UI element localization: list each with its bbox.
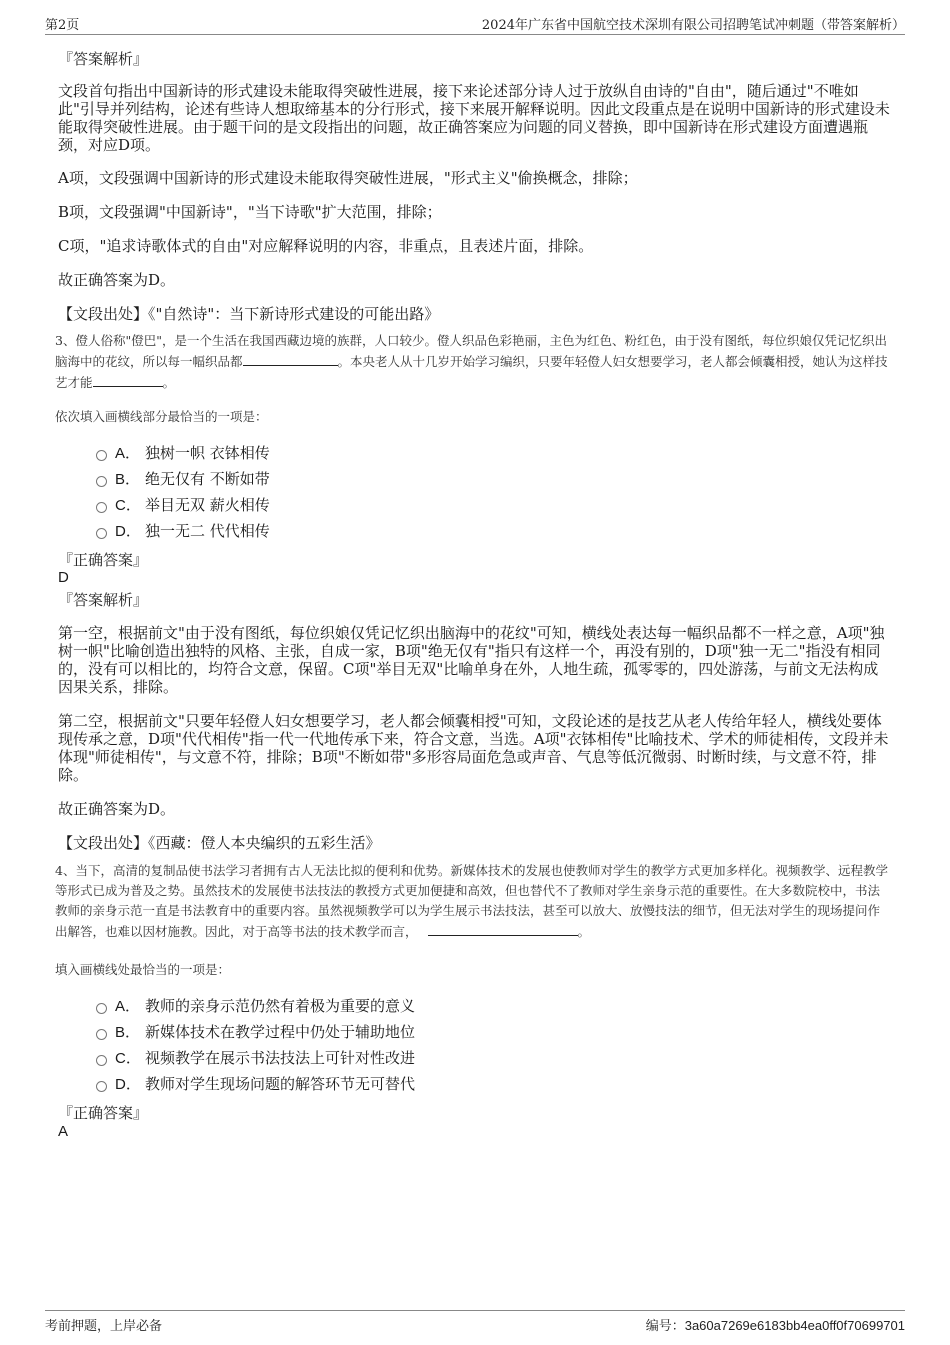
option-text: 独树一帜 衣钵相传 (145, 444, 270, 462)
option-key: D． (115, 523, 141, 540)
option-key: D． (115, 1076, 141, 1093)
option-text: 举目无双 薪火相传 (145, 496, 270, 514)
q3-analysis-p1: 第一空，根据前文"由于没有图纸，每位织娘仅凭记忆织出脑海中的花纹"可知，横线处表达每一幅织品都不一样之意，A项"独树一帜"比喻创造出独特的风格、主张，自成一家，B项"绝无仅有"指只有这样一个，再没有别的，D项"独一无二"指没有相同的，没有可以相比的，均符合文意，保留。C项"举目无双"比喻单身在外，人地生疏，孤零零的，四处游荡，与前文无法构成因果关系，排除。 (58, 624, 885, 696)
q2-analysis-p5: 故正确答案为D。 (58, 271, 176, 289)
q4-stem-end: 。 (577, 924, 591, 939)
q4-stem-text: 4、当下，高清的复制品使书法学习者拥有古人无法比拟的便利和优势。新媒体技术的发展也使教师对学生的教学方式更加多样化。视频教学、远程教学等形式已成为普及之势。虽然技术的发展使书法技法的教授方式更加便捷和高效，但也替代不了教师对学生亲身示范的重要性。在大多数院校中，书法教师的亲身示范一直是书法教育中的重要内容。虽然视频教学可以为学生展示书法技法，甚至可以放大、放慢技法的细节，但无法对学生的现场提问作出解答，也难以因材施教。因此，对于高等书法的技术教学而言， (55, 863, 888, 939)
q3-analysis-p3: 故正确答案为D。 (58, 800, 176, 818)
footer-code-label: 编号： (645, 1319, 685, 1334)
option-key: B． (115, 471, 141, 488)
radio-icon[interactable] (96, 1003, 107, 1014)
q3-stem-part-a: 3、僜人俗称"僜巴"，是一个生活在我国西藏边境的族群，人口较少。僜人织品色彩艳丽，主色为红色、粉红色，由于没有图纸，每位织娘仅凭记忆织出脑海中的花纹，所以每一幅织品都 (55, 333, 887, 369)
footer-code (646, 1315, 905, 1334)
q3-prompt: 依次填入画横线部分最恰当的一项是： (55, 409, 268, 424)
q4-option-c[interactable] (96, 1048, 415, 1068)
q3-source: 【文段出处】《西藏：僜人本央编织的五彩生活》 (58, 834, 381, 852)
q3-option-c[interactable] (96, 495, 270, 515)
q2-analysis-p4: C项，"追求诗歌体式的自由"对应解释说明的内容，非重点，且表述片面，排除。 (58, 237, 594, 255)
q3-analysis-p2: 第二空，根据前文"只要年轻僜人妇女想要学习，老人都会倾囊相授"可知，文段论述的是技艺从老人传给年轻人，横线处要体现传承之意，D项"代代相传"指一代一代地传承下来，符合文意，当选。A项"衣钵相传"比喻技术、学术的师徒相传，文段并未体现"师徒相传"，与文意不符，排除；B项"不断如带"多形容局面危急或声音、气息等低沉微弱、时断时续，与文意不符，排除。 (58, 712, 889, 784)
footer-code-value: 3a60a7269e6183bb4ea0ff0f70699701 (684, 1318, 905, 1333)
q4-prompt: 填入画横线处最恰当的一项是： (55, 962, 231, 977)
q2-analysis-p3: B项，文段强调"中国新诗"，"当下诗歌"扩大范围，排除； (58, 203, 442, 221)
radio-icon[interactable] (96, 502, 107, 513)
q3-blank-1 (243, 351, 338, 366)
option-key: B． (115, 1024, 141, 1041)
q4-option-b[interactable] (96, 1022, 415, 1042)
option-text: 独一无二 代代相传 (145, 522, 270, 540)
option-key: A． (115, 445, 141, 462)
q3-stem-part-b: 。本央老人从十几岁开始学习编织，只要年轻僜人妇女想要学习，老人都会倾囊相授，她认为这样技艺才能 (55, 354, 888, 390)
q3-option-a[interactable] (96, 443, 270, 463)
option-text: 绝无仅有 不断如带 (145, 470, 270, 488)
radio-icon[interactable] (96, 528, 107, 539)
q4-correct-label: 『正确答案』 (58, 1104, 149, 1122)
q4-blank (428, 921, 578, 936)
q4-option-d[interactable] (96, 1074, 415, 1094)
option-text: 教师的亲身示范仍然有着极为重要的意义 (145, 997, 416, 1015)
option-key: C． (115, 1050, 141, 1067)
option-text: 视频教学在展示书法技法上可针对性改进 (145, 1049, 416, 1067)
radio-icon[interactable] (96, 1029, 107, 1040)
page-footer (45, 1310, 905, 1335)
radio-icon[interactable] (96, 1055, 107, 1066)
radio-icon[interactable] (96, 476, 107, 487)
option-text: 教师对学生现场问题的解答环节无可替代 (145, 1075, 416, 1093)
option-text: 新媒体技术在教学过程中仍处于辅助地位 (145, 1023, 416, 1041)
page-number: 第2页 (45, 18, 80, 33)
q4-option-a[interactable] (96, 996, 415, 1016)
q2-analysis-label: 『答案解析』 (58, 50, 149, 68)
radio-icon[interactable] (96, 450, 107, 461)
q3-analysis-label: 『答案解析』 (58, 591, 149, 609)
q3-stem (55, 331, 890, 393)
page-header (45, 14, 905, 35)
option-key: C． (115, 497, 141, 514)
q4-stem (55, 861, 890, 942)
q3-option-d[interactable] (96, 521, 270, 541)
q2-analysis-p1: 文段首句指出中国新诗的形式建设未能取得突破性进展，接下来论述部分诗人过于放纵自由诗的"自由"，随后通过"不唯如此"引导并列结构，论述有些诗人想取缔基本的分行形式，接下来展开解释说明。因此文段重点是在说明中国新诗的形式建设未能取得突破性进展。由于题干问的是文段指出的问题，故正确答案应为问题的同义替换，即中国新诗在形式建设方面遭遇瓶颈，对应D项。 (58, 82, 890, 154)
q4-correct-answer: A (58, 1123, 69, 1140)
option-key: A． (115, 998, 141, 1015)
q3-option-b[interactable] (96, 469, 270, 489)
q2-source: 【文段出处】《"自然诗"：当下新诗形式建设的可能出路》 (58, 305, 440, 323)
document-title: 2024年广东省中国航空技术深圳有限公司招聘笔试冲刺题（带答案解析） (481, 18, 905, 33)
q2-analysis-p2: A项，文段强调中国新诗的形式建设未能取得突破性进展，"形式主义"偷换概念，排除； (58, 169, 638, 187)
radio-icon[interactable] (96, 1081, 107, 1092)
footer-slogan: 考前押题，上岸必备 (45, 1319, 163, 1334)
q3-stem-part-c: 。 (162, 375, 176, 390)
q3-blank-2 (93, 372, 163, 387)
q3-correct-answer: D (58, 569, 69, 586)
q3-correct-label: 『正确答案』 (58, 551, 149, 569)
